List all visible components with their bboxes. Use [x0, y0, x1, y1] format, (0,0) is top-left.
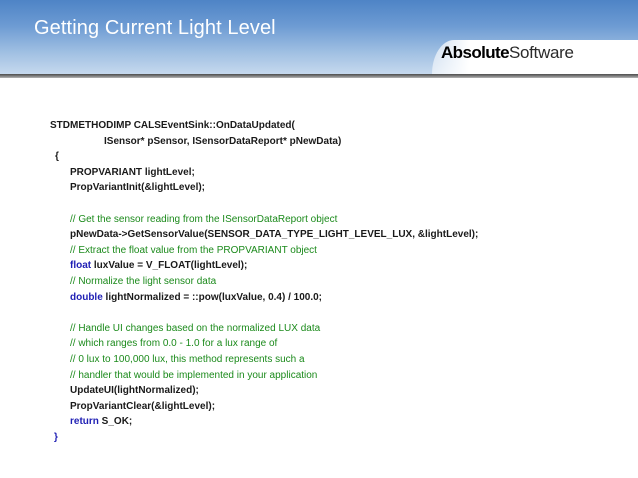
code-comment: // Handle UI changes based on the normalized LUX data	[70, 322, 321, 334]
code-line: pNewData->GetSensorValue(SENSOR_DATA_TYPE_LIGHT_LEVEL_LUX, &lightLevel);	[70, 229, 479, 241]
code-line: return S_OK;	[70, 416, 133, 428]
code-comment: // handler that would be implemented in your application	[70, 369, 318, 381]
code-line: ISensor* pSensor, ISensorDataReport* pNewData)	[104, 135, 342, 147]
code-comment: // which ranges from 0.0 - 1.0 for a lux range of	[70, 338, 278, 350]
code-blank-line	[0, 196, 638, 212]
company-logo	[441, 43, 574, 63]
logo-software-text: Software	[508, 43, 574, 62]
code-line: PropVariantClear(&lightLevel);	[70, 400, 216, 412]
code-line: float luxValue = V_FLOAT(lightLevel);	[70, 260, 248, 272]
code-line: PropVariantInit(&lightLevel);	[70, 182, 206, 194]
code-blank-line	[0, 305, 638, 321]
keyword-float: float	[70, 260, 92, 272]
code-line: UpdateUI(lightNormalized);	[70, 385, 199, 397]
code-comment: // 0 lux to 100,000 lux, this method represents such a	[70, 353, 305, 365]
code-comment: // Normalize the light sensor data	[70, 275, 217, 287]
code-line: double lightNormalized = ::pow(luxValue, 0.4) / 100.0;	[70, 291, 322, 303]
keyword-double: double	[70, 291, 103, 303]
code-line: {	[55, 151, 59, 163]
keyword-return: return	[70, 416, 99, 428]
logo-absolute-text: Absolute	[441, 43, 509, 62]
code-line: PROPVARIANT lightLevel;	[70, 166, 195, 178]
code-block	[0, 118, 638, 445]
code-line: STDMETHODIMP CALSEventSink::OnDataUpdated(	[50, 120, 295, 131]
code-comment: // Extract the float value from the PROPVARIANT object	[70, 244, 317, 256]
header-bar	[0, 0, 638, 74]
header-divider	[0, 74, 638, 78]
code-comment: // Get the sensor reading from the ISensorDataReport object	[70, 213, 338, 225]
slide-title: Getting Current Light Level	[34, 17, 276, 39]
code-line: }	[54, 431, 58, 443]
